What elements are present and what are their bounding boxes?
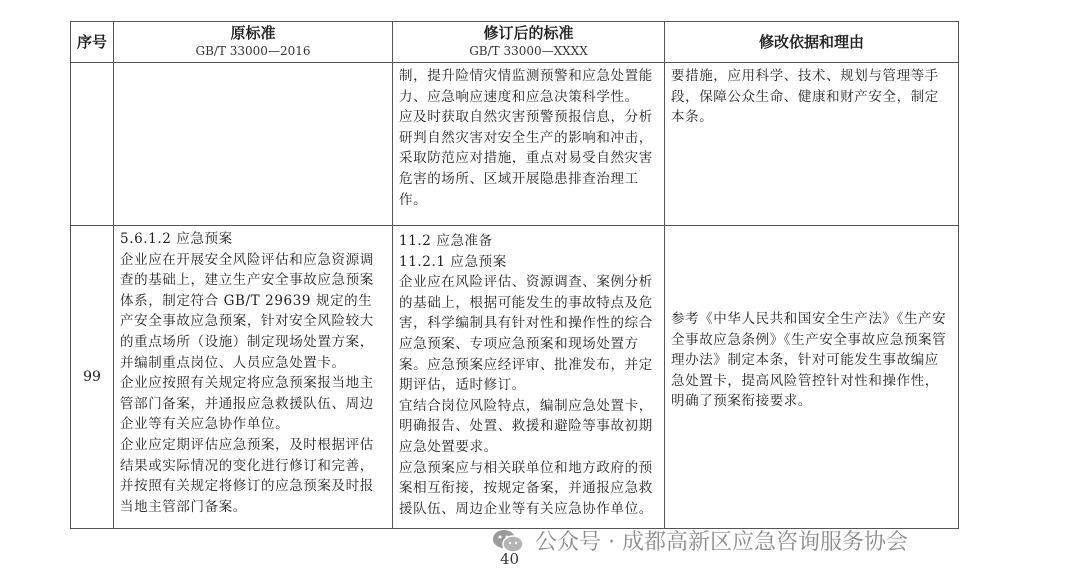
standard-comparison-table bbox=[70, 21, 959, 529]
header-seq: 序号 bbox=[71, 22, 114, 63]
header-revised-title: 修订后的标准 bbox=[483, 24, 574, 42]
paragraph: 5.6.1.2 应急预案 bbox=[120, 231, 233, 247]
header-revised bbox=[393, 22, 665, 63]
page-number: 40 bbox=[500, 550, 520, 568]
header-revised-code: GB/T 33000—XXXX bbox=[469, 44, 588, 58]
paragraph: 企业应在风险评估、资源调查、案例分析的基础上，根据可能发生的事故特点及危害，科学编制具有针对性和操作性的综合应急预案、专项应急预案和现场处置方案。应急预案应经评审、批准发布，并定期评估，适时修订。 bbox=[399, 274, 653, 394]
paragraph: 11.2.1 应急预案 bbox=[399, 253, 507, 270]
table-row-99 bbox=[71, 226, 959, 529]
table-header-row bbox=[71, 22, 959, 63]
cell-basis-99 bbox=[665, 226, 959, 529]
header-original-code: GB/T 33000—2016 bbox=[195, 44, 311, 58]
watermark bbox=[491, 525, 908, 556]
watermark-text: 公众号 · 成都高新区应急咨询服务协会 bbox=[535, 530, 908, 555]
cell-revised-99 bbox=[393, 226, 665, 529]
paragraph: 要措施，应用科学、技术、规划与管理等手段，保障公众生命、健康和财产安全，制定本条。 bbox=[671, 68, 939, 126]
cell-original-empty bbox=[114, 63, 393, 226]
paragraph: 制，提升险情灾情监测预警和应急处置能力、应急响应速度和应急决策科学性。 bbox=[399, 68, 653, 105]
paragraph: 企业应定期评估应急预案，及时根据评估结果或实际情况的变化进行修订和完善，并按照有关规定将修订的应急预案及时报当地主管部门备案。 bbox=[120, 436, 374, 515]
cell-basis-continued bbox=[665, 63, 959, 226]
paragraph: 企业应在开展安全风险评估和应急资源调查的基础上，建立生产安全事故应急预案体系，制定符合 GB/T 29639 规定的生产安全事故应急预案，针对安全风险较大的重点场所（设施）制定现场处置方案，并编制重点岗位、人员应急处置卡。 bbox=[120, 251, 374, 371]
header-original bbox=[114, 22, 393, 63]
paragraph: 宜结合岗位风险特点，编制应急处置卡，明确报告、处置、救援和避险等事故初期应急处置要求。 bbox=[399, 397, 653, 455]
paragraph: 参考《中华人民共和国安全生产法》《生产安全事故应急条例》《生产安全事故应急预案管理办法》制定本条，针对可能发生事故编应急处置卡，提高风险管控针对性和操作性，明确了预案衔接要求。 bbox=[671, 311, 947, 410]
cell-seq-99: 99 bbox=[71, 226, 114, 529]
header-original-title: 原标准 bbox=[230, 24, 276, 42]
cell-seq-empty bbox=[71, 63, 114, 226]
paragraph: 11.2 应急准备 bbox=[399, 233, 493, 249]
cell-original-99 bbox=[114, 226, 393, 529]
header-basis: 修改依据和理由 bbox=[665, 22, 959, 63]
paragraph: 企业应按照有关规定将应急预案报当地主管部门备案，并通报应急救援队伍、周边企业等有关应急协作单位。 bbox=[120, 375, 374, 433]
paragraph: 应急预案应与相关联单位和地方政府的预案相互衔接，按规定备案，并通报应急救援队伍、周边企业等有关应急协作单位。 bbox=[399, 459, 653, 517]
table-row-continued bbox=[71, 63, 959, 226]
cell-revised-continued bbox=[393, 63, 665, 226]
paragraph: 应及时获取自然灾害预警预报信息，分析研判自然灾害对安全生产的影响和冲击，采取防范应对措施，重点对易受自然灾害危害的场所、区域开展隐患排查治理工作。 bbox=[399, 109, 653, 208]
